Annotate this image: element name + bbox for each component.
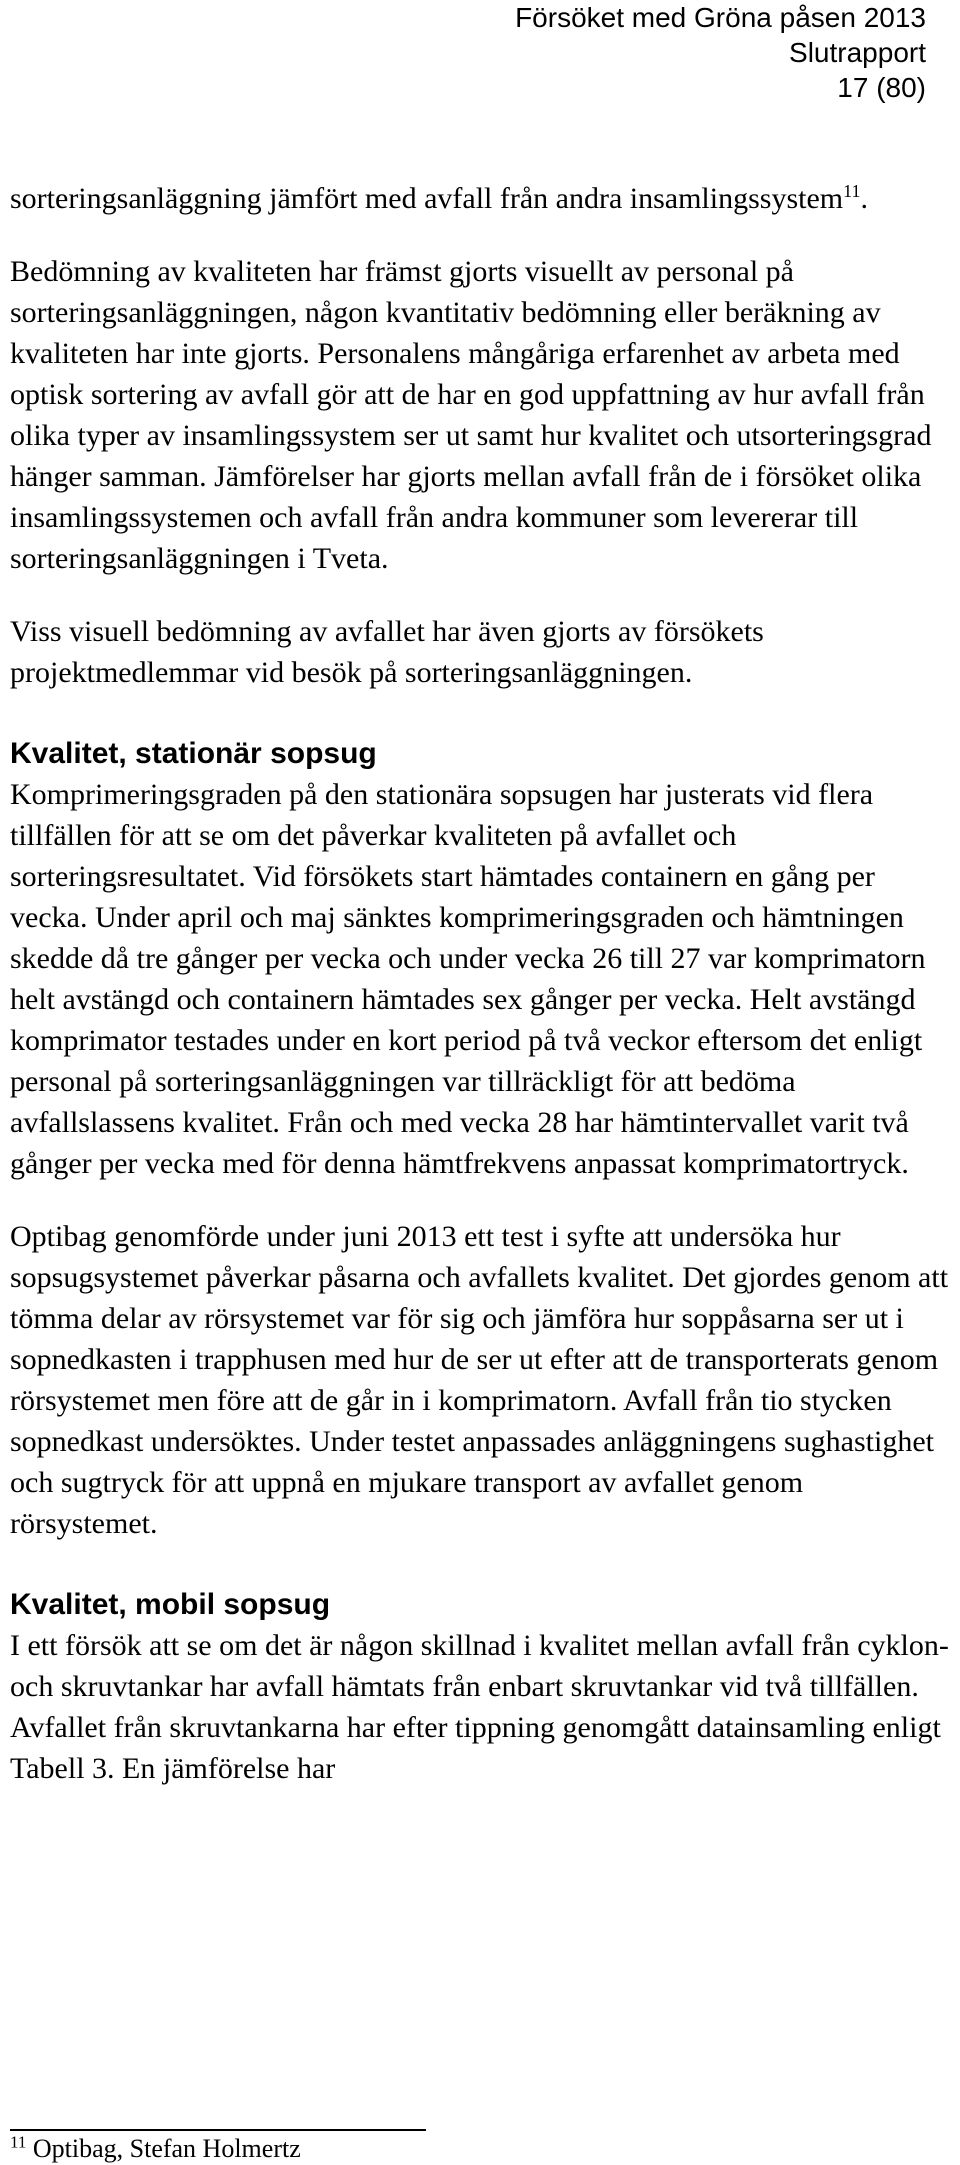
footnote-number: 11 [10,2132,27,2152]
footnote-divider [10,2129,426,2131]
section-heading-mobile: Kvalitet, mobil sopsug [10,1588,331,1621]
page-content [10,178,950,1821]
paragraph-2: Bedömning av kvaliteten har främst gjorts visuellt av personal på sorteringsanläggningen, någon kvantitativ bedömning eller beräkning av kvaliteten har inte gjorts. Personalens mångåriga erfarenhet av arbeta med optisk sortering av avfall gör att de har en god uppfattning av hur avfall från olika typer av insamlingssystem ser ut samt hur kvalitet och utsorteringsgrad hänger samman. Jämförelser har gjorts mellan avfall från de i försöket olika insamlingssystemen och avfall från andra kommuner som levererar till sorteringsanläggningen i Tveta. [10,255,932,575]
paragraph-3: Viss visuell bedömning av avfallet har även gjorts av försökets projektmedlemmar vid besök på sorteringsanläggningen. [10,615,764,689]
section-heading-stationary: Kvalitet, stationär sopsug [10,737,377,770]
page-header [226,0,926,105]
document-title: Försöket med Gröna påsen 2013 [515,2,926,33]
footnote-ref: 11 [843,181,861,201]
paragraph-6: I ett försök att se om det är någon skillnad i kvalitet mellan avfall från cyklon- och skruvtankar har avfall hämtats från enbart skruvtankar vid två tillfällen. Avfallet från skruvtankarna har efter tippning genomgått datainsamling enligt Tabell 3. En jämförelse har [10,1629,949,1785]
document-subtitle: Slutrapport [789,37,926,68]
paragraph-5: Optibag genomförde under juni 2013 ett test i syfte att undersöka hur sopsugsystemet påverkar påsarna och avfallets kvalitet. Det gjordes genom att tömma delar av rörsystemet var för sig och jämföra hur soppåsarna ser ut i sopnedkasten i trapphusen med hur de ser ut efter att de transporterats genom rörsystemet men före att de går in i komprimatorn. Avfall från tio stycken sopnedkast undersöktes. Under testet anpassades anläggningens sughastighet och sugtryck för att uppnå en mjukare transport av avfallet genom rörsystemet. [10,1220,949,1540]
paragraph-1-end: . [860,182,868,215]
paragraph-1-text: sorteringsanläggning jämfört med avfall från andra insamlingssystem [10,182,844,215]
footnote-text: Optibag, Stefan Holmertz [32,2134,301,2163]
paragraph-4: Komprimeringsgraden på den stationära sopsugen har justerats vid flera tillfällen för att se om det påverkar kvaliteten på avfallet och sorteringsresultatet. Vid försökets start hämtades containern en gång per vecka. Under april och maj sänktes komprimeringsgraden och hämtningen skedde då tre gånger per vecka och under vecka 26 till 27 var komprimatorn helt avstängd och containern hämtades sex gånger per vecka. Helt avstängd komprimator testades under en kort period på två veckor eftersom det enligt personal på sorteringsanläggningen var tillräckligt för att bedöma avfallslassens kvalitet. Från och med vecka 28 har hämtintervallet varit två gånger per vecka med för denna hämtfrekvens anpassat komprimatortryck. [10,778,926,1180]
paragraph-1 [10,178,950,219]
footnote [10,2133,910,2165]
page-number: 17 (80) [837,72,926,103]
